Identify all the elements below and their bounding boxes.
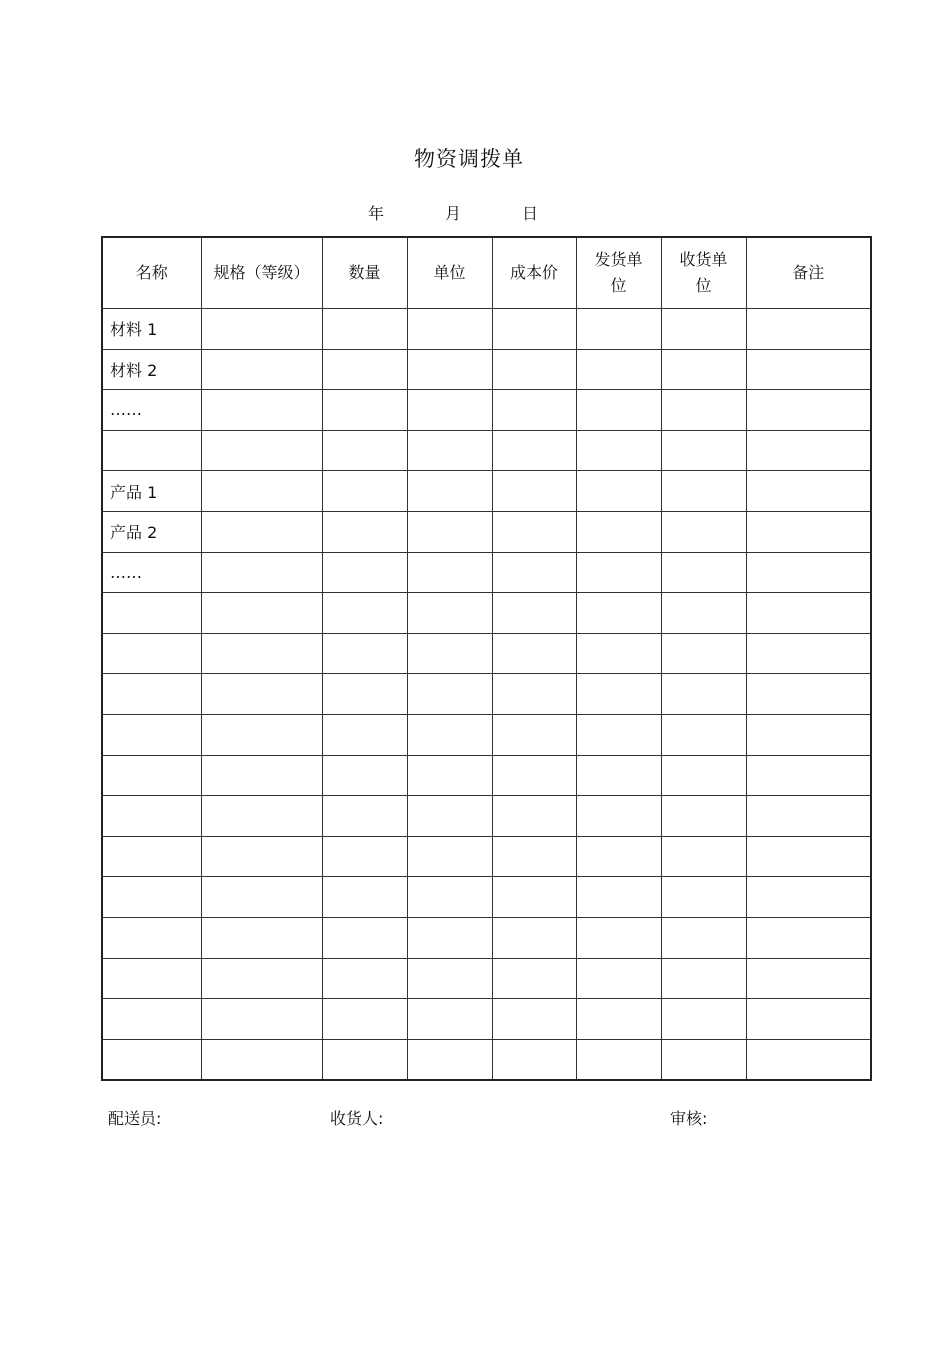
header-receiving-unit: 收货单 位: [661, 237, 746, 309]
cell-quantity[interactable]: [322, 917, 407, 958]
cell-cost-price[interactable]: [492, 836, 576, 877]
cell-name[interactable]: [102, 1039, 201, 1080]
cell-receiving-unit[interactable]: [661, 633, 746, 674]
cell-quantity[interactable]: [322, 796, 407, 837]
cell-unit[interactable]: [407, 796, 492, 837]
cell-spec[interactable]: [201, 877, 322, 918]
cell-cost-price[interactable]: [492, 390, 576, 431]
cell-quantity[interactable]: [322, 999, 407, 1040]
cell-unit[interactable]: [407, 836, 492, 877]
cell-spec[interactable]: [201, 309, 322, 350]
page-title: 物资调拨单: [414, 147, 524, 171]
cell-spec[interactable]: [201, 633, 322, 674]
delivery-person-label: 配送员:: [108, 1109, 162, 1128]
table-row: [102, 755, 871, 796]
cell-unit[interactable]: [407, 471, 492, 512]
table-row: [102, 390, 871, 431]
cell-name[interactable]: [102, 796, 201, 837]
cell-spec[interactable]: [201, 999, 322, 1040]
transfer-table: [101, 236, 872, 1081]
cell-name[interactable]: [102, 999, 201, 1040]
cell-remarks[interactable]: [746, 511, 871, 552]
table-row: [102, 714, 871, 755]
cell-name[interactable]: [102, 755, 201, 796]
cell-unit[interactable]: [407, 917, 492, 958]
cell-name[interactable]: 产品 1: [102, 471, 201, 512]
cell-remarks[interactable]: [746, 714, 871, 755]
cell-name[interactable]: 产品 2: [102, 511, 201, 552]
header-shipping-unit: 发货单 位: [576, 237, 661, 309]
cell-remarks[interactable]: [746, 309, 871, 350]
cell-name[interactable]: [102, 593, 201, 634]
cell-receiving-unit[interactable]: [661, 755, 746, 796]
cell-name[interactable]: ……: [102, 552, 201, 593]
table-row: [102, 552, 871, 593]
cell-spec[interactable]: [201, 917, 322, 958]
cell-receiving-unit[interactable]: [661, 511, 746, 552]
cell-quantity[interactable]: [322, 633, 407, 674]
cell-receiving-unit[interactable]: [661, 593, 746, 634]
cell-name[interactable]: [102, 674, 201, 715]
table-row: [102, 796, 871, 837]
date-year-label: 年: [368, 204, 385, 223]
table-row: [102, 674, 871, 715]
header-cost-price: 成本价: [492, 237, 576, 309]
cell-shipping-unit[interactable]: [576, 674, 661, 715]
cell-shipping-unit[interactable]: [576, 552, 661, 593]
cell-remarks[interactable]: [746, 430, 871, 471]
cell-spec[interactable]: [201, 714, 322, 755]
cell-cost-price[interactable]: [492, 309, 576, 350]
cell-remarks[interactable]: [746, 349, 871, 390]
table-row: [102, 958, 871, 999]
table-row: [102, 430, 871, 471]
cell-quantity[interactable]: [322, 552, 407, 593]
cell-shipping-unit[interactable]: [576, 917, 661, 958]
cell-name[interactable]: [102, 430, 201, 471]
cell-cost-price[interactable]: [492, 917, 576, 958]
header-remarks: 备注: [746, 237, 871, 309]
cell-spec[interactable]: [201, 430, 322, 471]
cell-quantity[interactable]: [322, 714, 407, 755]
cell-name[interactable]: [102, 633, 201, 674]
cell-shipping-unit[interactable]: [576, 633, 661, 674]
cell-shipping-unit[interactable]: [576, 471, 661, 512]
cell-unit[interactable]: [407, 633, 492, 674]
cell-shipping-unit[interactable]: [576, 1039, 661, 1080]
cell-cost-price[interactable]: [492, 511, 576, 552]
cell-spec[interactable]: [201, 1039, 322, 1080]
table-row: [102, 349, 871, 390]
cell-name[interactable]: [102, 958, 201, 999]
cell-receiving-unit[interactable]: [661, 917, 746, 958]
cell-quantity[interactable]: [322, 390, 407, 431]
cell-remarks[interactable]: [746, 958, 871, 999]
cell-quantity[interactable]: [322, 836, 407, 877]
cell-quantity[interactable]: [322, 511, 407, 552]
cell-spec[interactable]: [201, 836, 322, 877]
cell-name[interactable]: [102, 836, 201, 877]
cell-receiving-unit[interactable]: [661, 958, 746, 999]
cell-unit[interactable]: [407, 309, 492, 350]
cell-spec[interactable]: [201, 593, 322, 634]
cell-unit[interactable]: [407, 1039, 492, 1080]
cell-cost-price[interactable]: [492, 755, 576, 796]
cell-shipping-unit[interactable]: [576, 836, 661, 877]
cell-cost-price[interactable]: [492, 877, 576, 918]
table-row: [102, 917, 871, 958]
date-day-label: 日: [522, 204, 539, 223]
cell-quantity[interactable]: [322, 593, 407, 634]
table-header-row: [102, 237, 871, 309]
cell-receiving-unit[interactable]: [661, 796, 746, 837]
cell-shipping-unit[interactable]: [576, 511, 661, 552]
cell-shipping-unit[interactable]: [576, 796, 661, 837]
cell-cost-price[interactable]: [492, 552, 576, 593]
cell-remarks[interactable]: [746, 796, 871, 837]
cell-unit[interactable]: [407, 958, 492, 999]
cell-receiving-unit[interactable]: [661, 390, 746, 431]
cell-remarks[interactable]: [746, 917, 871, 958]
cell-remarks[interactable]: [746, 1039, 871, 1080]
cell-quantity[interactable]: [322, 1039, 407, 1080]
cell-cost-price[interactable]: [492, 593, 576, 634]
cell-name[interactable]: [102, 917, 201, 958]
table-row: [102, 877, 871, 918]
table-body: [102, 309, 871, 1081]
cell-name[interactable]: [102, 714, 201, 755]
cell-unit[interactable]: [407, 714, 492, 755]
cell-shipping-unit[interactable]: [576, 755, 661, 796]
cell-spec[interactable]: [201, 958, 322, 999]
cell-remarks[interactable]: [746, 877, 871, 918]
header-quantity: 数量: [322, 237, 407, 309]
cell-remarks[interactable]: [746, 755, 871, 796]
cell-shipping-unit[interactable]: [576, 877, 661, 918]
cell-shipping-unit[interactable]: [576, 430, 661, 471]
cell-receiving-unit[interactable]: [661, 309, 746, 350]
cell-remarks[interactable]: [746, 633, 871, 674]
cell-quantity[interactable]: [322, 309, 407, 350]
cell-name[interactable]: 材料 2: [102, 349, 201, 390]
receiver-label: 收货人:: [330, 1109, 384, 1128]
date-month-label: 月: [445, 204, 462, 223]
cell-unit[interactable]: [407, 755, 492, 796]
cell-remarks[interactable]: [746, 390, 871, 431]
cell-cost-price[interactable]: [492, 471, 576, 512]
cell-unit[interactable]: [407, 877, 492, 918]
cell-receiving-unit[interactable]: [661, 877, 746, 918]
cell-cost-price[interactable]: [492, 633, 576, 674]
header-name: 名称: [102, 237, 201, 309]
cell-quantity[interactable]: [322, 674, 407, 715]
table-row: [102, 1039, 871, 1080]
cell-spec[interactable]: [201, 471, 322, 512]
cell-name[interactable]: 材料 1: [102, 309, 201, 350]
cell-receiving-unit[interactable]: [661, 714, 746, 755]
cell-receiving-unit[interactable]: [661, 430, 746, 471]
table-row: [102, 471, 871, 512]
cell-unit[interactable]: [407, 430, 492, 471]
cell-cost-price[interactable]: [492, 796, 576, 837]
cell-remarks[interactable]: [746, 471, 871, 512]
cell-remarks[interactable]: [746, 674, 871, 715]
table-row: [102, 593, 871, 634]
cell-cost-price[interactable]: [492, 349, 576, 390]
cell-spec[interactable]: [201, 674, 322, 715]
cell-shipping-unit[interactable]: [576, 390, 661, 431]
cell-cost-price[interactable]: [492, 674, 576, 715]
cell-unit[interactable]: [407, 999, 492, 1040]
table-row: [102, 999, 871, 1040]
cell-remarks[interactable]: [746, 552, 871, 593]
cell-receiving-unit[interactable]: [661, 552, 746, 593]
cell-unit[interactable]: [407, 390, 492, 431]
cell-unit[interactable]: [407, 511, 492, 552]
cell-receiving-unit[interactable]: [661, 349, 746, 390]
cell-spec[interactable]: [201, 755, 322, 796]
cell-shipping-unit[interactable]: [576, 349, 661, 390]
cell-receiving-unit[interactable]: [661, 1039, 746, 1080]
cell-shipping-unit[interactable]: [576, 714, 661, 755]
cell-quantity[interactable]: [322, 877, 407, 918]
cell-cost-price[interactable]: [492, 1039, 576, 1080]
cell-unit[interactable]: [407, 552, 492, 593]
cell-cost-price[interactable]: [492, 999, 576, 1040]
auditor-label: 审核:: [670, 1109, 708, 1128]
cell-spec[interactable]: [201, 349, 322, 390]
cell-receiving-unit[interactable]: [661, 674, 746, 715]
cell-spec[interactable]: [201, 796, 322, 837]
cell-receiving-unit[interactable]: [661, 999, 746, 1040]
cell-name[interactable]: ……: [102, 390, 201, 431]
cell-shipping-unit[interactable]: [576, 958, 661, 999]
cell-receiving-unit[interactable]: [661, 836, 746, 877]
table-row: [102, 309, 871, 350]
cell-remarks[interactable]: [746, 999, 871, 1040]
table-row: [102, 511, 871, 552]
header-unit: 单位: [407, 237, 492, 309]
header-spec: 规格（等级）: [201, 237, 322, 309]
cell-shipping-unit[interactable]: [576, 593, 661, 634]
cell-unit[interactable]: [407, 593, 492, 634]
cell-spec[interactable]: [201, 511, 322, 552]
cell-remarks[interactable]: [746, 836, 871, 877]
cell-quantity[interactable]: [322, 430, 407, 471]
cell-spec[interactable]: [201, 390, 322, 431]
cell-remarks[interactable]: [746, 593, 871, 634]
table-row: [102, 836, 871, 877]
cell-receiving-unit[interactable]: [661, 471, 746, 512]
cell-cost-price[interactable]: [492, 714, 576, 755]
cell-shipping-unit[interactable]: [576, 999, 661, 1040]
cell-cost-price[interactable]: [492, 958, 576, 999]
cell-quantity[interactable]: [322, 958, 407, 999]
cell-spec[interactable]: [201, 552, 322, 593]
cell-quantity[interactable]: [322, 755, 407, 796]
cell-unit[interactable]: [407, 674, 492, 715]
cell-cost-price[interactable]: [492, 430, 576, 471]
cell-shipping-unit[interactable]: [576, 309, 661, 350]
cell-quantity[interactable]: [322, 471, 407, 512]
cell-quantity[interactable]: [322, 349, 407, 390]
cell-name[interactable]: [102, 877, 201, 918]
table-row: [102, 633, 871, 674]
cell-unit[interactable]: [407, 349, 492, 390]
